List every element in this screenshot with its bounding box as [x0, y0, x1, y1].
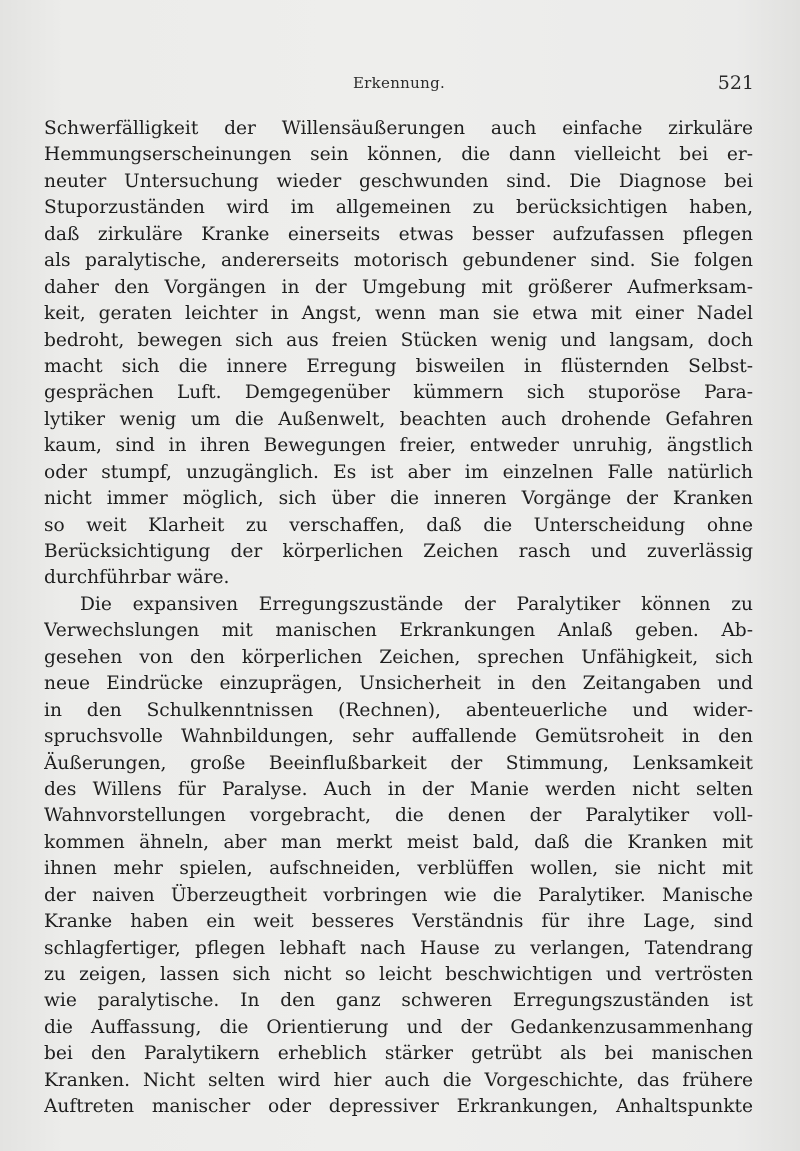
text-line: bedroht, bewegen sich aus freien Stücken wenig und langsam, doch: [44, 329, 753, 351]
text-line: des Willens für Paralyse. Auch in der Manie werden nicht selten: [44, 778, 753, 800]
text-line: gesehen von den körperlichen Zeichen, sprechen Unfähigkeit, sich: [44, 646, 753, 668]
text-line: Hemmungserscheinungen sein können, die dann vielleicht bei er-: [44, 144, 753, 166]
text-line: zu zeigen, lassen sich nicht so leicht beschwichtigen und vertrösten: [44, 964, 753, 985]
text-line: daher den Vorgängen in der Umgebung mit größerer Aufmerksam-: [44, 276, 753, 298]
text-line: Wahnvorstellungen vorgebracht, die denen der Paralytiker voll-: [44, 805, 753, 827]
running-title: Erkennung.: [352, 74, 446, 92]
text-line: Berücksichtigung der körperlichen Zeichen rasch und zuverlässig: [44, 541, 753, 562]
text-line: wie paralytische. In den ganz schweren Erregungszuständen ist: [44, 990, 753, 1012]
text-line: Kranken. Nicht selten wird hier auch die Vorgeschichte, das frühere: [44, 1069, 753, 1091]
text-line: der naiven Überzeugtheit vorbringen wie die Paralytiker. Manische: [44, 884, 753, 906]
text-line: so weit Klarheit zu verschaffen, daß die Unterscheidung ohne: [44, 514, 753, 536]
text-line: kaum, sind in ihren Bewegungen freier, entweder unruhig, ängstlich: [44, 435, 753, 457]
text-line: Kranke haben ein weit besseres Verständnis für ihre Lage, sind: [44, 911, 753, 933]
paragraph-1: [44, 116, 753, 592]
text-line: macht sich die innere Erregung bisweilen in flüsternden Selbst-: [44, 355, 753, 377]
text-line: durchführbar wäre.: [44, 567, 230, 589]
text-line: die Auffassung, die Orientierung und der Gedankenzusammenhang: [44, 1016, 753, 1038]
text-line: spruchsvolle Wahnbildungen, sehr auffallende Gemütsroheit in den: [44, 726, 753, 748]
text-line: lytiker wenig um die Außenwelt, beachten auch drohende Gefahren: [44, 408, 753, 430]
text-line: keit, geraten leichter in Angst, wenn man sie etwa mit einer Nadel: [44, 303, 753, 325]
text-line: ihnen mehr spielen, aufschneiden, verblüffen wollen, sie nicht mit: [44, 858, 753, 880]
text-line: schlagfertiger, pflegen lebhaft nach Hause zu verlangen, Tatendrang: [44, 937, 753, 959]
text-line: Schwerfälligkeit der Willensäußerungen auch einfache zirkuläre: [44, 118, 753, 139]
text-line: kommen ähneln, aber man merkt meist bald, daß die Kranken mit: [44, 831, 753, 853]
text-line: Verwechslungen mit manischen Erkrankungen Anlaß geben. Ab-: [44, 620, 753, 642]
text-line: neuter Untersuchung wieder geschwunden sind. Die Diagnose bei: [44, 170, 753, 192]
text-line: daß zirkuläre Kranke einerseits etwas besser aufzufassen pflegen: [44, 223, 753, 245]
text-line: Äußerungen, große Beeinflußbarkeit der Stimmung, Lenksamkeit: [44, 752, 753, 774]
text-line: oder stumpf, unzugänglich. Es ist aber im einzelnen Falle natürlich: [44, 461, 753, 483]
text-line: neue Eindrücke einzuprägen, Unsicherheit in den Zeitangaben und: [44, 673, 753, 695]
text-line: bei den Paralytikern erheblich stärker getrübt als bei manischen: [44, 1043, 753, 1065]
text-line: in den Schulkenntnissen (Rechnen), abenteuerliche und wider-: [44, 699, 753, 721]
text-line: gesprächen Luft. Demgegenüber kümmern sich stuporöse Para-: [44, 382, 753, 404]
page-header: [44, 72, 754, 102]
text-line: Auftreten manischer oder depressiver Erkrankungen, Anhaltspunkte: [44, 1096, 753, 1118]
page-number: 521: [717, 72, 754, 94]
text-line: Die expansiven Erregungszustände der Paralytiker können zu: [80, 593, 753, 615]
page-body: [44, 116, 753, 1121]
text-line: nicht immer möglich, sich über die inneren Vorgänge der Kranken: [44, 488, 753, 510]
text-line: als paralytische, andererseits motorisch gebundener sind. Sie folgen: [44, 250, 753, 272]
text-line: Stuporzuständen wird im allgemeinen zu berücksichtigen haben,: [44, 197, 753, 219]
paragraph-2: [44, 592, 753, 1121]
